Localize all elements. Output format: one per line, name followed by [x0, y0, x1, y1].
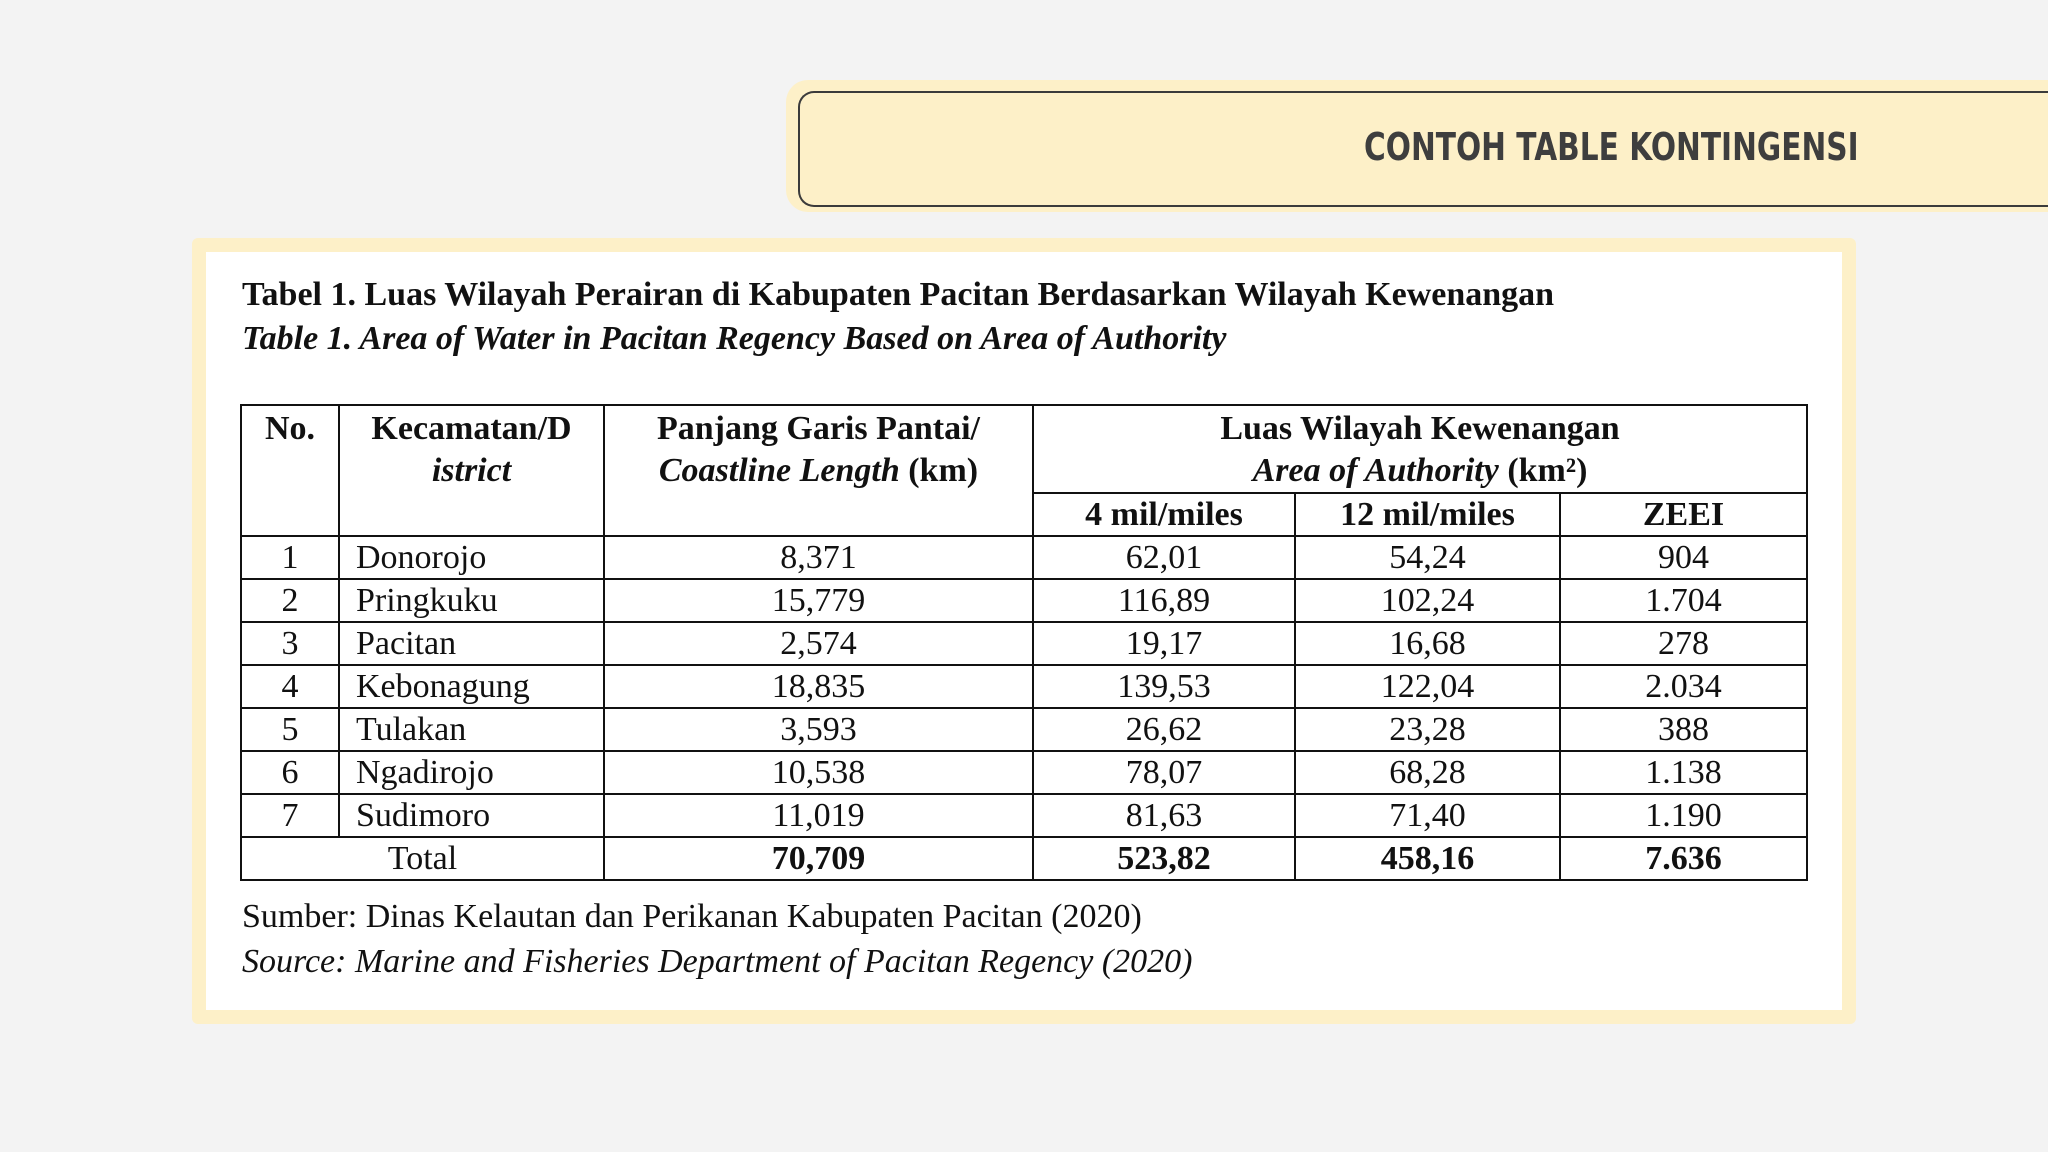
total-4-miles: 523,82 — [1033, 837, 1295, 880]
cell-no: 3 — [241, 622, 339, 665]
table-row — [241, 665, 1807, 708]
slide-title: CONTOH TABLE KONTINGENSI — [1364, 125, 1859, 169]
cell-zeei: 1.704 — [1560, 579, 1807, 622]
cell-no: 5 — [241, 708, 339, 751]
cell-12-miles: 102,24 — [1295, 579, 1560, 622]
cell-no: 4 — [241, 665, 339, 708]
cell-4-miles: 26,62 — [1033, 708, 1295, 751]
table-row — [241, 708, 1807, 751]
table-row — [241, 622, 1807, 665]
cell-4-miles: 19,17 — [1033, 622, 1295, 665]
cell-coastline: 15,779 — [604, 579, 1033, 622]
total-12-miles: 458,16 — [1295, 837, 1560, 880]
header-12-miles: 12 mil/miles — [1295, 493, 1560, 536]
cell-district: Sudimoro — [339, 794, 604, 837]
cell-no: 6 — [241, 751, 339, 794]
cell-coastline: 3,593 — [604, 708, 1033, 751]
table-row — [241, 794, 1807, 837]
table-caption-english: Table 1. Area of Water in Pacitan Regency Based on Area of Authority — [242, 320, 1227, 357]
table-total-row — [241, 837, 1807, 880]
cell-district: Pacitan — [339, 622, 604, 665]
cell-zeei: 1.138 — [1560, 751, 1807, 794]
cell-4-miles: 116,89 — [1033, 579, 1295, 622]
cell-4-miles: 78,07 — [1033, 751, 1295, 794]
cell-coastline: 8,371 — [604, 536, 1033, 579]
table-row — [241, 579, 1807, 622]
cell-no: 7 — [241, 794, 339, 837]
cell-coastline: 2,574 — [604, 622, 1033, 665]
cell-district: Ngadirojo — [339, 751, 604, 794]
table-caption-indonesian: Tabel 1. Luas Wilayah Perairan di Kabupaten Pacitan Berdasarkan Wilayah Kewenangan — [242, 276, 1555, 313]
cell-12-miles: 23,28 — [1295, 708, 1560, 751]
cell-coastline: 10,538 — [604, 751, 1033, 794]
cell-4-miles: 139,53 — [1033, 665, 1295, 708]
cell-district: Tulakan — [339, 708, 604, 751]
source-note-indonesian: Sumber: Dinas Kelautan dan Perikanan Kabupaten Pacitan (2020) — [242, 898, 1142, 935]
cell-12-miles: 71,40 — [1295, 794, 1560, 837]
table-row — [241, 536, 1807, 579]
total-zeei: 7.636 — [1560, 837, 1807, 880]
table-row — [241, 751, 1807, 794]
cell-zeei: 904 — [1560, 536, 1807, 579]
cell-zeei: 1.190 — [1560, 794, 1807, 837]
area-table — [240, 404, 1808, 881]
cell-zeei: 2.034 — [1560, 665, 1807, 708]
cell-4-miles: 81,63 — [1033, 794, 1295, 837]
source-note-english: Source: Marine and Fisheries Department of Pacitan Regency (2020) — [242, 943, 1193, 980]
cell-12-miles: 16,68 — [1295, 622, 1560, 665]
cell-no: 2 — [241, 579, 339, 622]
cell-district: Pringkuku — [339, 579, 604, 622]
header-no: No. — [241, 405, 339, 536]
cell-12-miles: 54,24 — [1295, 536, 1560, 579]
total-coastline: 70,709 — [604, 837, 1033, 880]
cell-12-miles: 68,28 — [1295, 751, 1560, 794]
cell-4-miles: 62,01 — [1033, 536, 1295, 579]
cell-12-miles: 122,04 — [1295, 665, 1560, 708]
cell-zeei: 388 — [1560, 708, 1807, 751]
header-4-miles: 4 mil/miles — [1033, 493, 1295, 536]
header-district: Kecamatan/D istrict — [339, 405, 604, 536]
cell-coastline: 11,019 — [604, 794, 1033, 837]
cell-zeei: 278 — [1560, 622, 1807, 665]
header-coastline: Panjang Garis Pantai/ Coastline Length (km) — [604, 405, 1033, 536]
header-area-authority: Luas Wilayah Kewenangan Area of Authority (km²) — [1033, 405, 1807, 493]
header-zeei: ZEEI — [1560, 493, 1807, 536]
cell-coastline: 18,835 — [604, 665, 1033, 708]
cell-no: 1 — [241, 536, 339, 579]
total-label: Total — [241, 837, 604, 880]
cell-district: Donorojo — [339, 536, 604, 579]
cell-district: Kebonagung — [339, 665, 604, 708]
